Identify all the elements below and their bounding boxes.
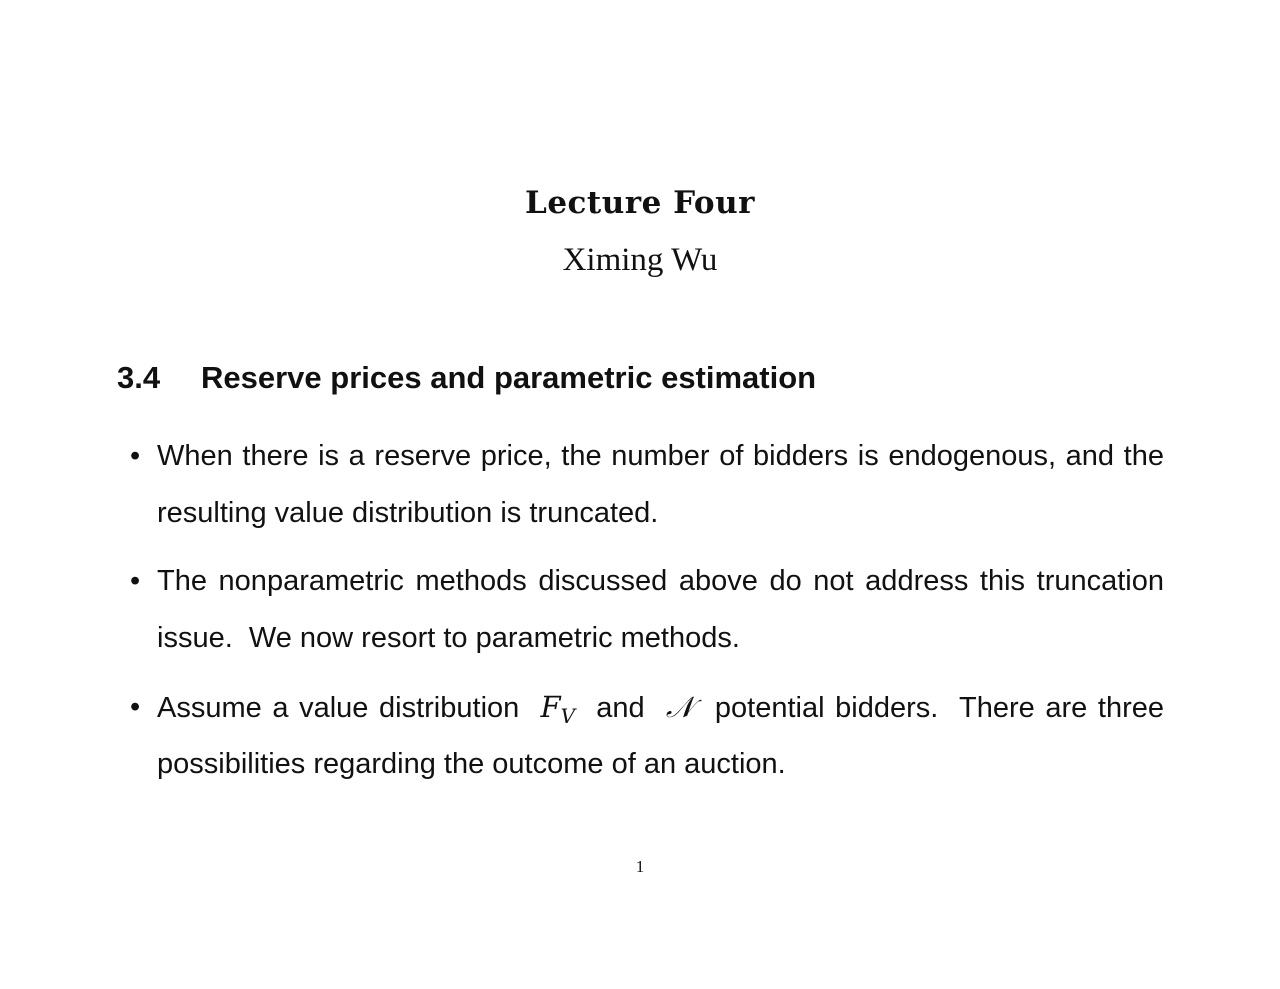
bullet-line: When there is a reserve price, the number of bidders is endogenous, and the	[157, 440, 1164, 472]
math-subscript-v: V	[560, 704, 576, 728]
lecture-title: Lecture Four	[525, 185, 755, 221]
page-number: 1	[635, 857, 645, 876]
bullet-icon: •	[130, 565, 141, 597]
bullet-line: The nonparametric methods discussed above do not address this truncation	[157, 565, 1164, 597]
math-value-distribution	[540, 690, 576, 728]
text-fragment: and	[596, 692, 645, 724]
bullet-item-nonparametric	[130, 553, 1164, 667]
bullet-line: possibilities regarding the outcome of an auction.	[157, 748, 786, 780]
text-fragment: Assume a value distribution	[157, 692, 520, 724]
author-name: Ximing Wu	[562, 242, 718, 278]
section-heading	[117, 358, 816, 398]
bullet-line: issue. We now resort to parametric methods.	[157, 622, 740, 654]
bullet-icon: •	[130, 440, 141, 472]
math-symbol-n: 𝒩	[665, 690, 694, 724]
bullet-line	[157, 679, 1164, 736]
section-title: Reserve prices and parametric estimation	[201, 360, 817, 395]
bullet-line: resulting value distribution is truncated.	[157, 497, 659, 529]
bullet-icon: •	[130, 691, 141, 723]
bullet-item-reserve-price	[130, 428, 1164, 542]
text-fragment: potential bidders. There are three	[714, 692, 1164, 724]
bullet-item-assumption	[130, 679, 1164, 793]
section-number: 3.4	[117, 360, 161, 395]
math-symbol-f: F	[540, 690, 561, 724]
